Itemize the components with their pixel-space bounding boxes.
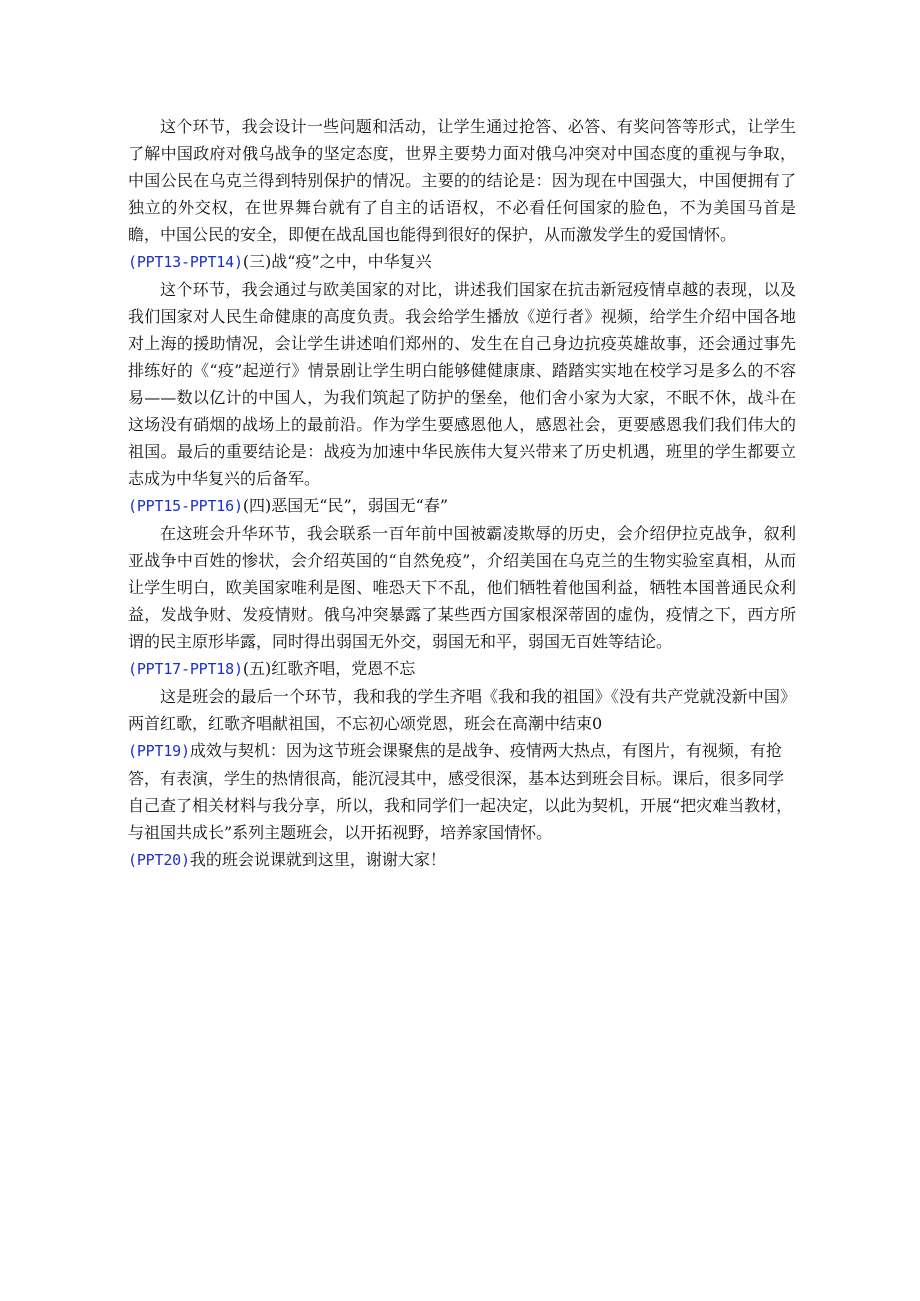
closing-paragraph [128,846,796,874]
section-title: (五)红歌齐唱，党恩不忘 [242,659,416,678]
closing-text: 我的班会说课就到这里，谢谢大家！ [189,850,446,869]
section-heading-four [128,492,796,520]
paragraph-section-four: 在这班会升华环节，我会联系一百年前中国被霸凌欺辱的历史，会介绍伊拉克战争，叙利亚战争中百姓的惨状，会介绍英国的“自然免疫”，介绍美国在乌克兰的生物实验室真相，从而让学生明白，欧美国家唯利是图、唯恐天下不乱，他们牺牲着他国利益，牺牲本国普通民众利益，发战争财、发疫情财。俄乌冲突暴露了某些西方国家根深蒂固的虚伪，疫情之下，西方所谓的民主原形毕露，同时得出弱国无外交，弱国无和平，弱国无百姓等结论。 [128,524,796,651]
document-page [128,113,796,874]
section-heading-three [128,248,796,276]
section-title: (三)战“疫”之中，中华复兴 [242,252,432,271]
ppt-reference: (PPT20) [128,851,190,869]
paragraph-section-two-summary: 这个环节，我会设计一些问题和活动，让学生通过抢答、必答、有奖问答等形式，让学生了解中国政府对俄乌战争的坚定态度，世界主要势力面对俄乌冲突对中国态度的重视与争取，中国公民在乌克兰得到特别保护的情况。主要的的结论是：因为现在中国强大，中国便拥有了独立的外交权，在世界舞台就有了自主的话语权，不必看任何国家的脸色，不为美国马首是瞻，中国公民的安全，即便在战乱国也能得到很好的保护，从而激发学生的爱国情怀。 [128,117,796,244]
ppt-reference: (PPT15-PPT16) [128,497,243,515]
paragraph-section-three: 这个环节，我会通过与欧美国家的对比，讲述我们国家在抗击新冠疫情卓越的表现，以及我们国家对人民生命健康的高度负责。我会给学生播放《逆行者》视频，给学生介绍中国各地对上海的援助情况，会让学生讲述咱们郑州的、发生在自己身边抗疫英雄故事，还会通过事先排练好的《“疫”起逆行》情景剧让学生明白能够健健康康、踏踏实实地在校学习是多么的不容易——数以亿计的中国人，为我们筑起了防护的堡垒，他们舍小家为大家，不眠不休，战斗在这场没有硝烟的战场上的最前沿。作为学生要感恩他人，感恩社会，更要感恩我们我们伟大的祖国。最后的重要结论是：战疫为加速中华民族伟大复兴带来了历史机遇，班里的学生都要立志成为中华复兴的后备军。 [128,280,796,488]
ppt-reference: (PPT19) [128,742,190,760]
ppt-reference: (PPT13-PPT14) [128,253,243,271]
results-paragraph [128,737,796,846]
paragraph-section-five: 这是班会的最后一个环节，我和我的学生齐唱《我和我的祖国》《没有共产党就没新中国》两首红歌，红歌齐唱献祖国，不忘初心颂党恩，班会在高潮中结束0 [128,687,796,733]
section-heading-five [128,655,796,683]
ppt-reference: (PPT17-PPT18) [128,660,243,678]
section-title: (四)恶国无“民”，弱国无“春” [242,496,449,515]
results-text: 成效与契机：因为这节班会课聚焦的是战争、疫情两大热点，有图片，有视频，有抢答，有表演，学生的热情很高，能沉浸其中，感受很深，基本达到班会目标。课后，很多同学自己查了相关材料与我分享，所以，我和同学们一起决定，以此为契机，开展“把灾难当教材，与祖国共成长”系列主题班会，以开拓视野，培养家国情怀。 [128,741,793,842]
